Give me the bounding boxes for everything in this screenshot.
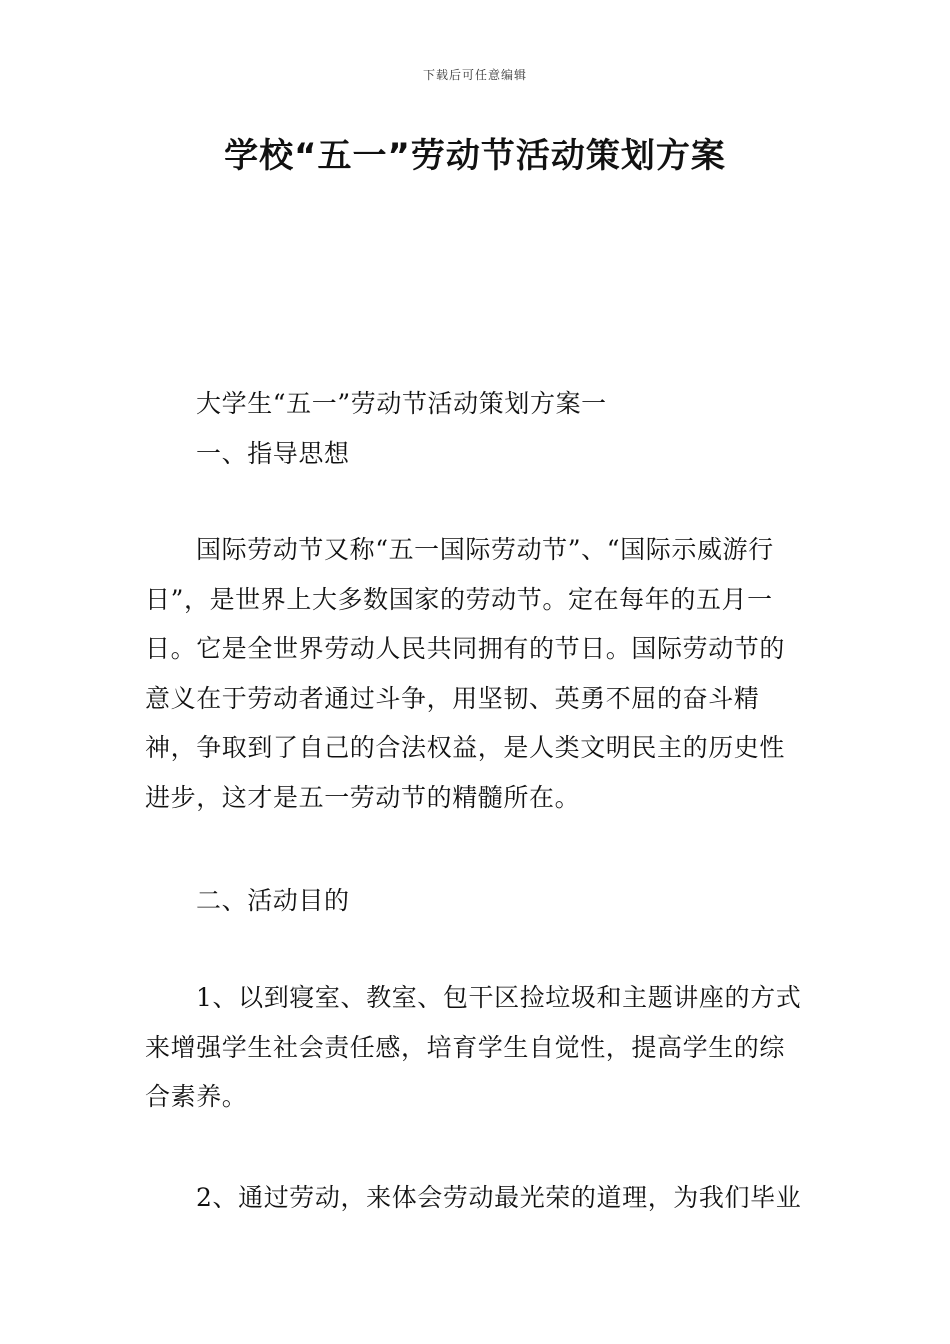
document-subtitle: 大学生“五一”劳动节活动策划方案一	[196, 389, 607, 418]
document-title: 学校“五一”劳动节活动策划方案	[224, 136, 726, 176]
paragraph-purpose-item-1: 1、以到寝室、教室、包干区捡垃圾和主题讲座的方式来增强学生社会责任感，培育学生自觉性，提高学生的综合素养。	[145, 983, 802, 1112]
section-heading-purpose: 二、活动目的	[196, 886, 350, 915]
header-note: 下载后可任意编辑	[422, 68, 527, 82]
section-heading-guiding-thought: 一、指导思想	[196, 439, 350, 468]
paragraph-purpose-item-2: 2、通过劳动，来体会劳动最光荣的道理，为我们毕业	[196, 1183, 802, 1212]
paragraph-guiding-thought: 国际劳动节又称“五一国际劳动节”、“国际示威游行日”，是世界上大多数国家的劳动节。定在每年的五月一日。它是全世界劳动人民共同拥有的节日。国际劳动节的意义在于劳动者通过斗争，用坚韧、英勇不屈的奋斗精神，争取到了自己的合法权益，是人类文明民主的历史性进步，这才是五一劳动节的精髓所在。	[145, 535, 786, 812]
